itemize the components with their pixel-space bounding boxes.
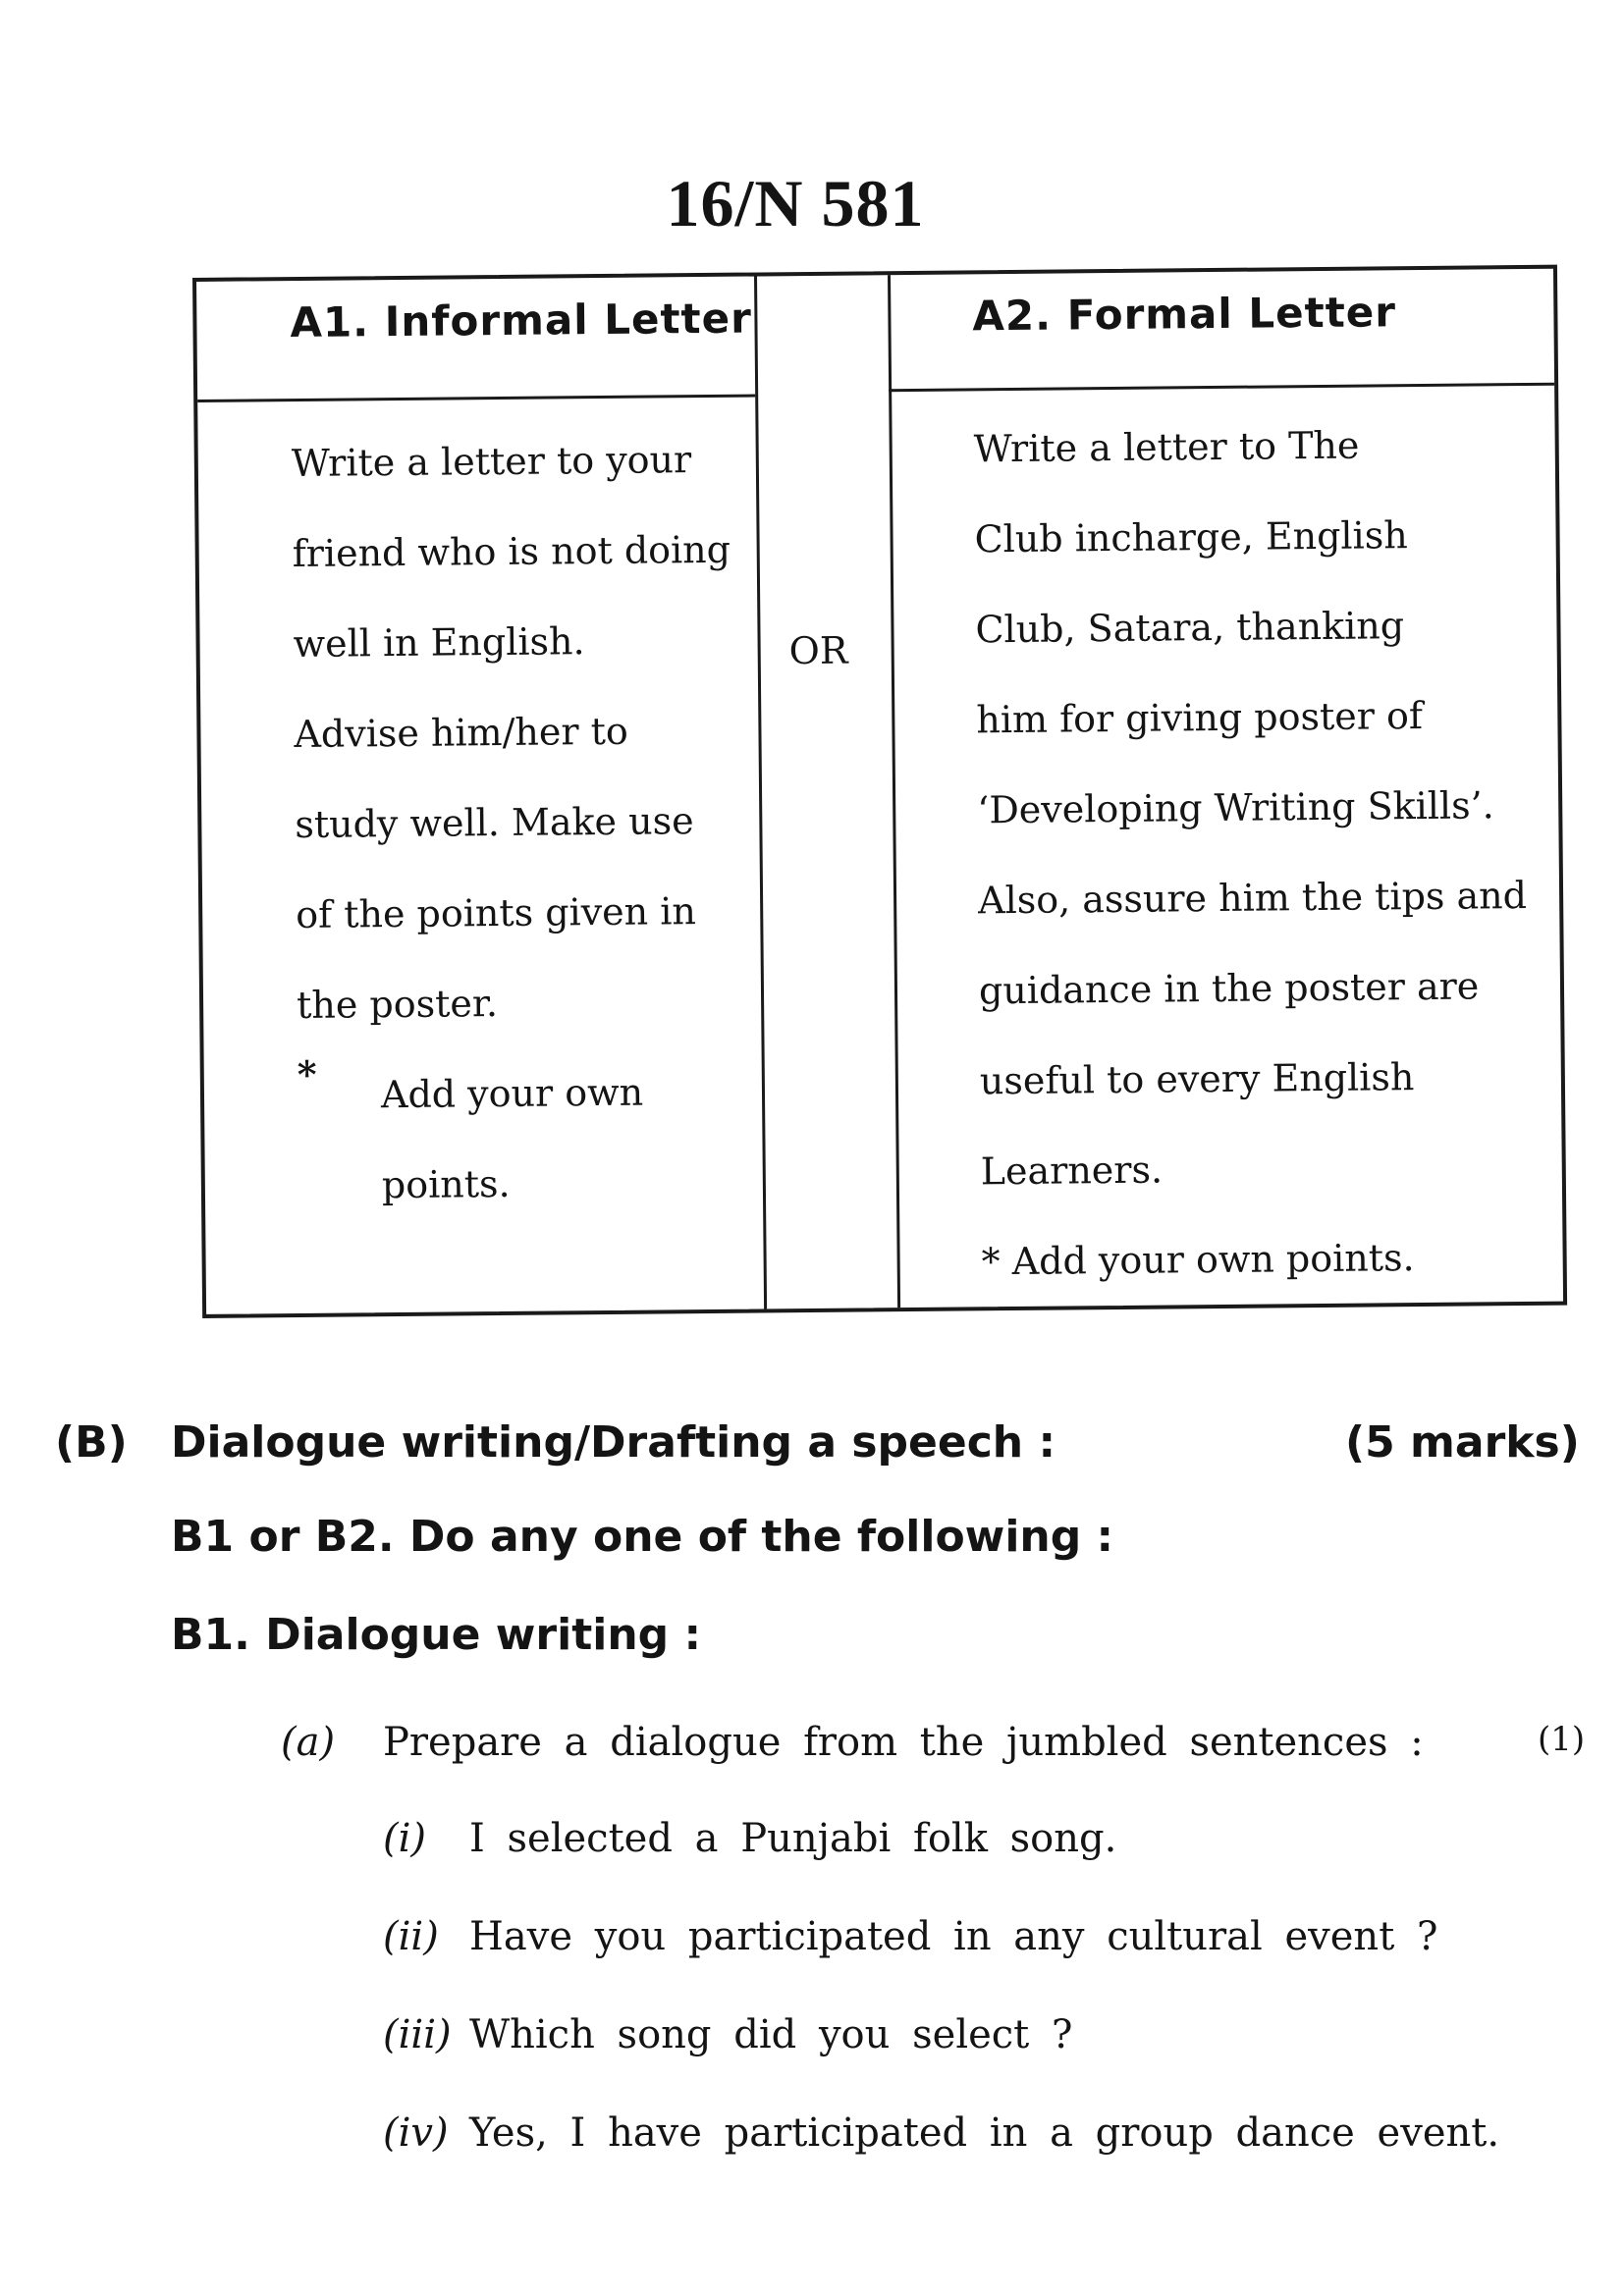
item-number: [383, 2012, 452, 2057]
a1-note-line: points.: [381, 1161, 511, 1207]
jumbled-sentence: Have you participated in any cultural event ?: [469, 1914, 1438, 1959]
a2-line: guidance in the poster are: [978, 964, 1480, 1013]
a2-line: useful to every English: [979, 1055, 1415, 1103]
a2-line: Club incharge, English: [974, 513, 1408, 561]
item-number: [383, 1816, 426, 1861]
question-label: [281, 1720, 335, 1765]
item-number: [383, 2110, 449, 2156]
b1-title: B1. Dialogue writing :: [171, 1610, 702, 1660]
or-label: OR: [788, 628, 848, 673]
item-number-text: (i): [383, 1816, 427, 1861]
a2-heading: A2. Formal Letter: [972, 288, 1397, 341]
jumbled-sentence: Yes, I have participated in a group dance event.: [469, 2110, 1500, 2156]
a1-line: study well. Make use: [295, 799, 694, 847]
a2-note-line: * Add your own points.: [981, 1236, 1415, 1284]
item-number-text: (iv): [383, 2110, 449, 2156]
column-divider-right: [888, 275, 900, 1308]
a1-heading-rule: [197, 395, 755, 402]
a1-line: well in English.: [293, 619, 585, 667]
section-b-instruction: B1 or B2. Do any one of the following :: [171, 1512, 1114, 1562]
a1-line: the poster.: [296, 982, 499, 1028]
a1-note: [381, 1047, 645, 1231]
a2-heading-rule: [889, 383, 1554, 393]
a1-line: Advise him/her to: [294, 709, 628, 757]
a1-line: Write a letter to your: [291, 438, 692, 486]
item-number: [383, 1914, 439, 1959]
a1-note-bullet: *: [297, 1051, 317, 1097]
question-marks: (1): [1538, 1720, 1586, 1759]
section-b-title: Dialogue writing/Drafting a speech :: [171, 1417, 1056, 1468]
a2-line: Learners.: [980, 1148, 1164, 1194]
jumbled-sentence: Which song did you select ?: [469, 2012, 1073, 2057]
letter-options-table: [192, 265, 1567, 1318]
a2-line: Write a letter to The: [973, 423, 1360, 471]
a2-body: [973, 399, 1531, 1307]
a1-line: friend who is not doing: [292, 527, 731, 576]
a2-line: ‘Developing Writing Skills’.: [977, 783, 1494, 832]
column-divider-left: [754, 276, 767, 1308]
item-number-text: (iii): [383, 2012, 452, 2057]
a2-line: Also, assure him the tips and: [977, 873, 1528, 923]
a1-heading: A1. Informal Letter: [290, 294, 753, 347]
jumbled-sentence: I selected a Punjabi folk song.: [469, 1816, 1117, 1861]
question-label-text: (a): [281, 1720, 336, 1765]
a2-line: him for giving poster of: [976, 693, 1424, 742]
a1-note-line: Add your own: [380, 1070, 644, 1117]
section-b-marks: (5 marks): [1345, 1417, 1580, 1468]
section-b-label: (B): [55, 1417, 128, 1468]
page-code: 16/N 581: [666, 166, 925, 240]
a1-line: of the points given in: [296, 889, 697, 937]
question-text: Prepare a dialogue from the jumbled sentences :: [383, 1720, 1424, 1765]
a1-body: [291, 414, 734, 1050]
a2-line: Club, Satara, thanking: [975, 604, 1405, 652]
item-number-text: (ii): [383, 1914, 439, 1959]
